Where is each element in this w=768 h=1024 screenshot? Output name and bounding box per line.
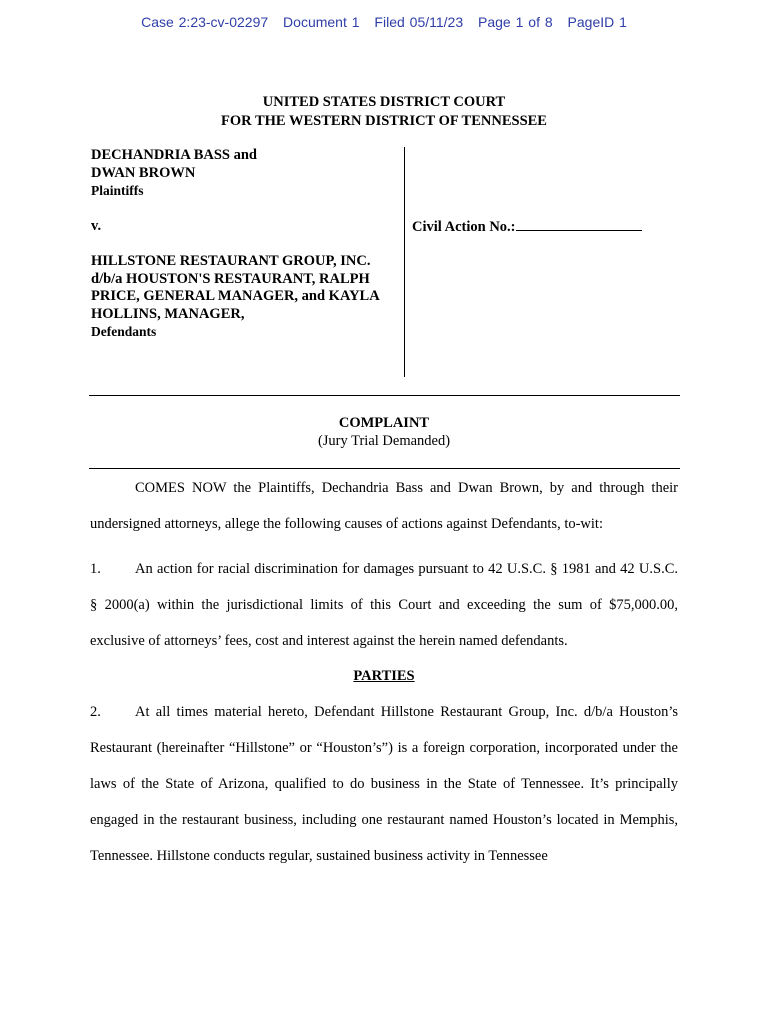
- defendants-label: Defendants: [91, 324, 157, 339]
- complaint-subtitle: (Jury Trial Demanded): [317, 433, 451, 449]
- court-line-2: FOR THE WESTERN DISTRICT OF TENNESSEE: [221, 112, 547, 129]
- caption-divider: [404, 147, 405, 377]
- versus: v.: [91, 217, 102, 234]
- parties-heading: PARTIES: [353, 668, 415, 684]
- plaintiff-line-1: DECHANDRIA BASS and: [91, 147, 257, 163]
- page-indicator: Page 1 of 8: [478, 14, 553, 30]
- civil-action-field: [412, 218, 642, 236]
- document-number: Document 1: [283, 14, 360, 30]
- court-line-1: UNITED STATES DISTRICT COURT: [262, 94, 506, 110]
- complaint-heading: [0, 414, 768, 450]
- paragraph-2: [90, 694, 678, 874]
- plaintiffs-label: Plaintiffs: [91, 183, 144, 198]
- defendant-line-4: HOLLINS, MANAGER,: [91, 305, 245, 322]
- paragraph-1-number: 1.: [90, 561, 101, 577]
- filing-header: [0, 14, 768, 30]
- civil-action-label: Civil Action No.:: [412, 219, 516, 235]
- paragraph-1: [90, 551, 678, 659]
- court-heading: [0, 93, 768, 130]
- defendant-line-3: PRICE, GENERAL MANAGER, and KAYLA: [91, 288, 380, 304]
- civil-action-blank: [516, 218, 642, 231]
- intro-paragraph: COMES NOW the Plaintiffs, Dechandria Bass and Dwan Brown, by and through their undersigned attorneys, allege the following causes of actions against Defendants, to-wit:: [90, 480, 678, 532]
- case-caption: [91, 147, 401, 341]
- divider-top: [89, 395, 680, 396]
- case-number: Case 2:23-cv-02297: [141, 14, 269, 30]
- paragraph-2-text: At all times material hereto, Defendant Hillstone Restaurant Group, Inc. d/b/a Houston’s Restaurant (hereinafter “Hillstone” or “Houston’s”) is a foreign corporation, incorporated under the laws of the State of Arizona, qualified to do business in the State of Tennessee. It’s principally engaged in the restaurant business, including one restaurant named Houston’s located in Memphis, Tennessee. Hillstone conducts regular, sustained business activity in Tennessee: [90, 704, 678, 864]
- page-id: PageID 1: [567, 14, 627, 30]
- complaint-title: COMPLAINT: [338, 415, 430, 431]
- paragraph-1-text: An action for racial discrimination for damages pursuant to 42 U.S.C. § 1981 and 42 U.S.C. § 2000(a) within the jurisdictional limits of this Court and exceeding the sum of $75,000.00, exclusive of attorneys’ fees, cost and interest against the herein named defendants.: [90, 561, 678, 649]
- plaintiff-line-2: DWAN BROWN: [91, 164, 196, 181]
- defendant-line-1: HILLSTONE RESTAURANT GROUP, INC.: [91, 253, 371, 269]
- paragraph-2-number: 2.: [90, 704, 101, 720]
- filed-date: Filed 05/11/23: [374, 14, 464, 30]
- defendant-line-2: d/b/a HOUSTON'S RESTAURANT, RALPH: [91, 270, 370, 287]
- divider-bottom: [89, 468, 680, 469]
